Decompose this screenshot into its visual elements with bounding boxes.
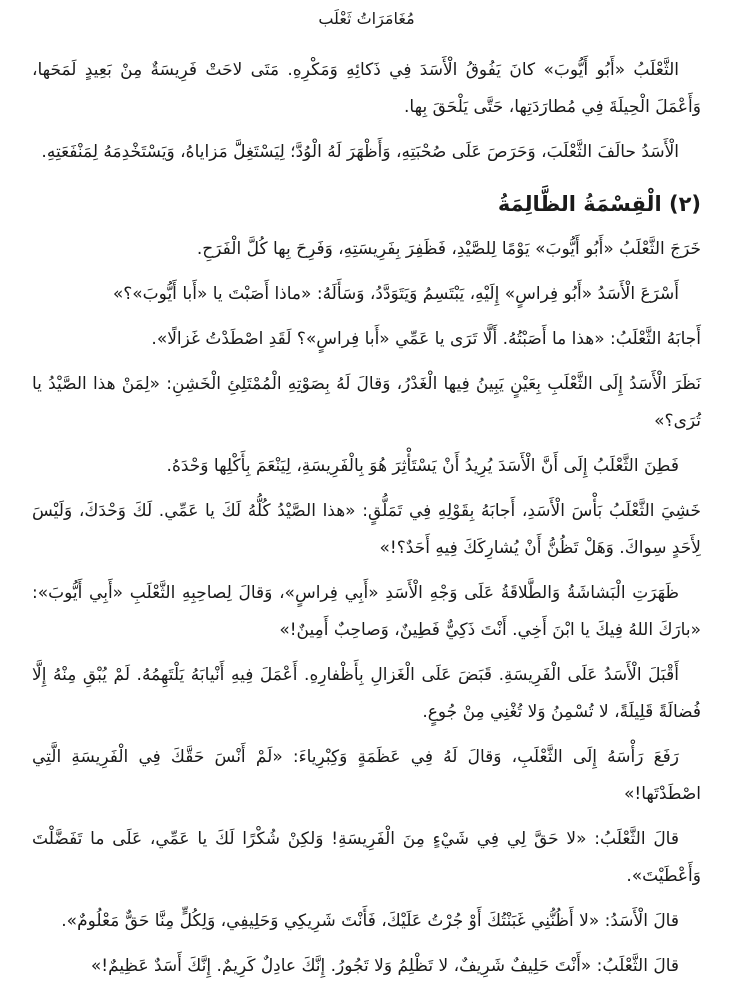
story-paragraph-2: أَسْرَعَ الْأَسَدُ «أَبُو فِراسٍ» إِلَيْهِ، يَبْتَسِمُ وَيَتَوَدَّدُ، وَسَأَلَهُ: «ماذا أَصَبْتَ يا «أَبا أَيُّوبَ»؟» xyxy=(112,284,679,304)
intro-paragraph-2: الْأَسَدُ حالَفَ الثَّعْلَبَ، وَحَرَصَ عَلَى صُحْبَتِهِ، وَأَظْهَرَ لَهُ الْوُدَّ؛ لِيَسْتَغِلَّ مَزاياهُ، وَيَسْتَخْدِمَهُ لِمَنْفَعَتِهِ. xyxy=(41,142,679,162)
story-paragraph-7: ظَهَرَتِ الْبَشاشَةُ وَالطَّلاقَةُ عَلَى وَجْهِ الْأَسَدِ «أَبِي فِراسٍ»، وَقالَ لِصاحِبِهِ الثَّعْلَبِ «أَبِي أَيُّوبَ»: «بارَكَ اللهُ فِيكَ يا ابْنَ أَخِي. أَنْتَ ذَكِيٌّ فَطِينٌ، وَصاحِبٌ أَمِينٌ!» xyxy=(32,583,701,640)
story-paragraph-6: خَشِيَ الثَّعْلَبُ بَأْسَ الْأَسَدِ، أَجابَهُ بِقَوْلِهِ فِي تَمَلُّقٍ: «هذا الصَّيْدُ كُلُّهُ لَكَ يا عَمِّي. لَكَ وَحْدَكَ، وَلَيْسَ لِأَحَدٍ سِواكَ. وَهَلْ تَظُنُّ أَنْ يُشارِكَكَ فِيهِ أَحَدٌ؟!» xyxy=(32,501,701,558)
story-paragraph-5: فَطِنَ الثَّعْلَبُ إِلَى أَنَّ الْأَسَدَ يُرِيدُ أَنْ يَسْتَأْثِرَ هُوَ بِالْفَرِيسَةِ، لِيَنْعَمَ بِأَكْلِها وَحْدَهُ. xyxy=(166,456,679,476)
section-heading: (٢) الْقِسْمَةُ الظَّالِمَةُ xyxy=(497,192,701,216)
story-paragraph-12: قالَ الثَّعْلَبُ: «أَنْتَ حَلِيفٌ شَرِيفٌ، لا تَظْلِمُ وَلا تَجُورُ. إِنَّكَ عادِلٌ كَرِيمٌ. إِنَّكَ أَسَدٌ عَظِيمٌ!» xyxy=(90,956,679,976)
story-paragraph-8: أَقْبَلَ الْأَسَدُ عَلَى الْفَرِيسَةِ. قَبَضَ عَلَى الْغَزالِ بِأَظْفارِهِ. أَعْمَلَ فِيهِ أَنْيابَهُ يَلْتَهِمُهُ. لَمْ يُبْقِ مِنْهُ إِلَّا فُضالَةً قَلِيلَةً، لا تُسْمِنُ وَلا تُغْنِي مِنْ جُوعٍ. xyxy=(32,665,701,722)
intro-paragraph-1: الثَّعْلَبُ «أَبُو أَيُّوبَ» كانَ يَفُوقُ الْأَسَدَ فِي ذَكائِهِ وَمَكْرِهِ. مَتَى لاحَتْ فَرِيسَةٌ مِنْ بَعِيدٍ لَمَحَها، وَأَعْمَلَ الْحِيلَةَ فِي مُطارَدَتِها، حَتَّى يَلْحَقَ بِها. xyxy=(32,60,701,117)
story-paragraph-11: قالَ الْأَسَدُ: «لا أَظُنُّنِي غَبَنْتُكَ أَوْ جُرْتُ عَلَيْكَ، فَأَنْتَ شَرِيكِي وَحَلِيفِي، وَلِكُلٍّ مِنَّا حَقٌّ مَعْلُومٌ». xyxy=(61,911,679,931)
story-paragraph-4: نَظَرَ الْأَسَدُ إِلَى الثَّعْلَبِ بِعَيْنٍ يَبِينُ فِيها الْغَدْرُ، وَقالَ لَهُ بِصَوْتِهِ الْمُمْتَلِئِ الْخَشِنِ: «لِمَنْ هذا الصَّيْدُ يا تُرَى؟» xyxy=(32,374,701,431)
story-paragraph-3: أَجابَهُ الثَّعْلَبُ: «هذا ما أَصَبْتُهُ. أَلَّا تَرَى يا عَمِّي «أَبا فِراسٍ»؟ لَقَدِ اصْطَدْتُ غَزالًا». xyxy=(151,329,701,349)
running-header: مُغَامَرَاتُ ثَعْلَب xyxy=(318,9,415,28)
story-paragraph-9: رَفَعَ رَأْسَهُ إِلَى الثَّعْلَبِ، وَقالَ لَهُ فِي عَظَمَةٍ وَكِبْرِياءَ: «لَمْ أَنْسَ حَقَّكَ فِي الْفَرِيسَةِ الَّتِي اصْطَدْتَها!» xyxy=(32,747,701,804)
story-paragraph-10: قالَ الثَّعْلَبُ: «لا حَقَّ لِي فِي شَيْءٍ مِنَ الْفَرِيسَةِ! وَلكِنْ شُكْرًا لَكَ يا عَمِّي، عَلَى ما تَفَضَّلْتَ وَأَعْطَيْتَ». xyxy=(32,829,701,886)
story-paragraph-1: خَرَجَ الثَّعْلَبُ «أَبُو أَيُّوبَ» يَوْمًا لِلصَّيْدِ، فَظَفِرَ بِفَرِيسَتِهِ، وَفَرِحَ بِها كُلَّ الْفَرَحِ. xyxy=(196,239,701,259)
